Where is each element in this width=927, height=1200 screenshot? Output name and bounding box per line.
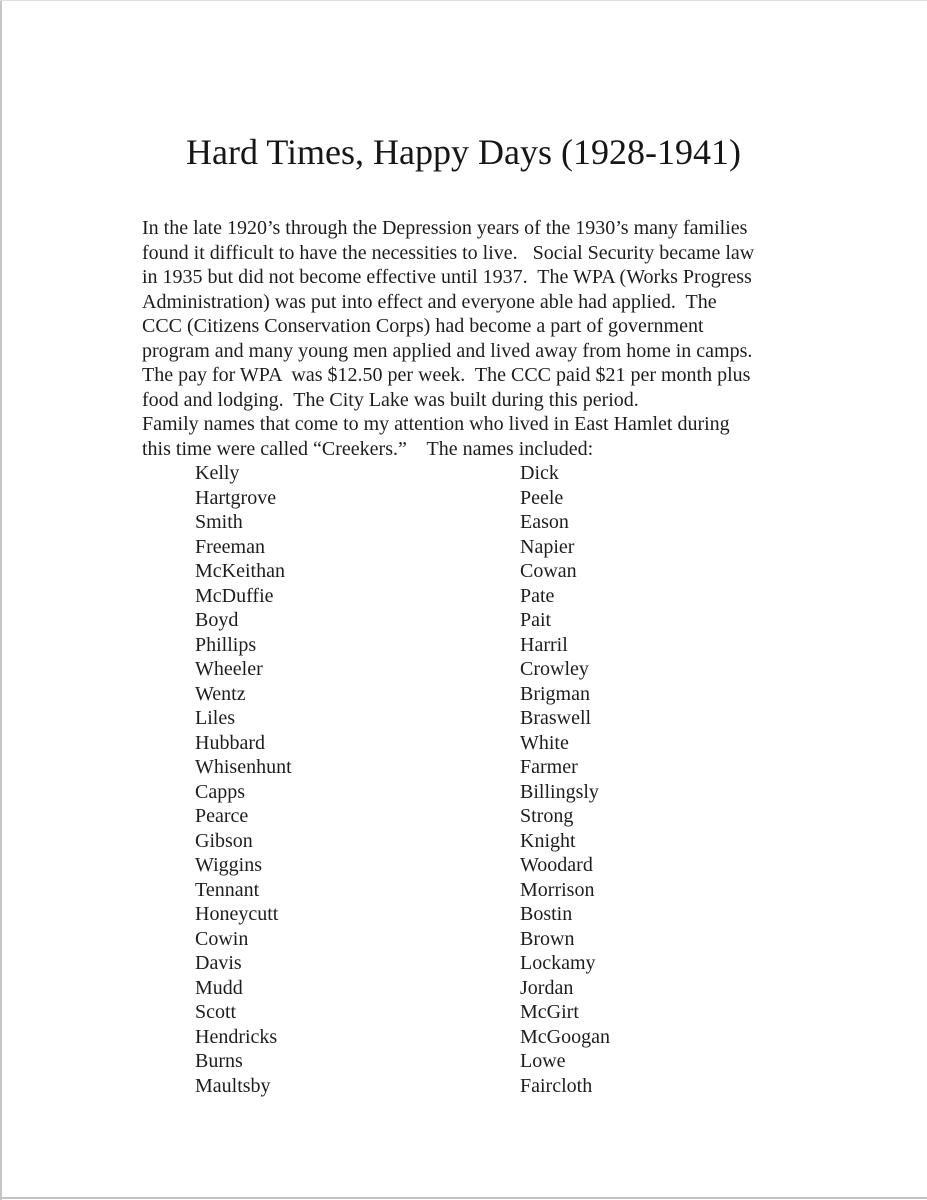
paragraph-line: The pay for WPA was $12.50 per week. The CCC paid $21 per month plus: [142, 364, 751, 386]
family-name: Billingsly: [520, 780, 599, 803]
paragraph-line: Family names that come to my attention who lived in East Hamlet during: [142, 413, 730, 435]
family-name: Pearce: [195, 805, 249, 827]
paragraph-line: Administration) was put into effect and everyone able had applied. The: [142, 290, 717, 313]
family-name: Hubbard: [195, 731, 265, 754]
family-name: Knight: [520, 829, 576, 852]
family-name: Napier: [520, 535, 575, 558]
paragraph-line: found it difficult to have the necessities to live. Social Security became law: [142, 241, 755, 264]
body-paragraph: [142, 216, 842, 461]
family-name: Pait: [520, 609, 552, 631]
family-name: Strong: [520, 805, 574, 827]
family-name: Phillips: [195, 633, 257, 656]
family-name: Brown: [520, 927, 575, 950]
family-name: Lockamy: [520, 952, 596, 974]
family-name: Whisenhunt: [195, 756, 292, 778]
family-name: Cowin: [195, 927, 249, 950]
family-name: Capps: [195, 780, 245, 803]
family-name: Harril: [520, 633, 568, 656]
family-name: McKeithan: [195, 560, 285, 582]
family-name: Hendricks: [195, 1025, 278, 1048]
family-name: Morrison: [520, 878, 595, 901]
family-name: Davis: [195, 952, 242, 974]
paragraph-line: this time were called “Creekers.” The names included:: [142, 437, 594, 460]
family-name: White: [520, 731, 569, 754]
family-name: McDuffie: [195, 584, 274, 607]
family-name: Scott: [195, 1001, 237, 1023]
family-name: Wheeler: [195, 658, 263, 680]
family-name: Dick: [520, 462, 559, 484]
family-name: Mudd: [195, 976, 243, 999]
family-name: Honeycutt: [195, 903, 279, 925]
family-name: Braswell: [520, 707, 592, 729]
family-name: Bostin: [520, 903, 573, 925]
family-name: Liles: [195, 707, 235, 729]
paragraph-line: CCC (Citizens Conservation Corps) had become a part of government: [142, 315, 704, 337]
family-name: Hartgrove: [195, 486, 277, 509]
names-column-right: [520, 461, 842, 1098]
paragraph-line: in 1935 but did not become effective until 1937. The WPA (Works Progress: [142, 266, 752, 288]
family-name: Tennant: [195, 878, 260, 901]
family-name: Jordan: [520, 976, 574, 999]
family-name: Maultsby: [195, 1074, 271, 1097]
family-name: Gibson: [195, 829, 253, 852]
scan-edge-left: [0, 0, 2, 1200]
family-name: Freeman: [195, 535, 265, 558]
family-name: Woodard: [520, 854, 593, 876]
scan-edge-bottom: [0, 1197, 927, 1199]
family-name: McGoogan: [520, 1025, 610, 1048]
family-name: Burns: [195, 1050, 243, 1072]
family-name: Kelly: [195, 462, 240, 484]
family-name: Eason: [520, 511, 569, 533]
family-name: Wentz: [195, 682, 246, 705]
family-name: Farmer: [520, 756, 578, 778]
family-name: Peele: [520, 486, 564, 509]
family-name: Crowley: [520, 658, 589, 680]
family-name: Lowe: [520, 1050, 566, 1072]
family-name: Faircloth: [520, 1074, 593, 1097]
family-names-columns: [195, 461, 842, 1098]
family-name: Brigman: [520, 682, 590, 705]
paragraph-line: In the late 1920’s through the Depression years of the 1930’s many families: [142, 217, 748, 239]
family-name: Wiggins: [195, 854, 262, 876]
family-name: Pate: [520, 584, 555, 607]
scan-edge-top: [0, 0, 927, 1]
paragraph-line: program and many young men applied and lived away from home in camps.: [142, 339, 753, 362]
family-name: McGirt: [520, 1001, 579, 1023]
document-title: Hard Times, Happy Days (1928-1941): [186, 132, 741, 172]
family-name: Smith: [195, 511, 243, 533]
names-column-left: [195, 461, 520, 1098]
paragraph-line: food and lodging. The City Lake was built during this period.: [142, 388, 639, 411]
family-name: Cowan: [520, 560, 577, 582]
document-body: [142, 216, 842, 1098]
family-name: Boyd: [195, 609, 239, 631]
